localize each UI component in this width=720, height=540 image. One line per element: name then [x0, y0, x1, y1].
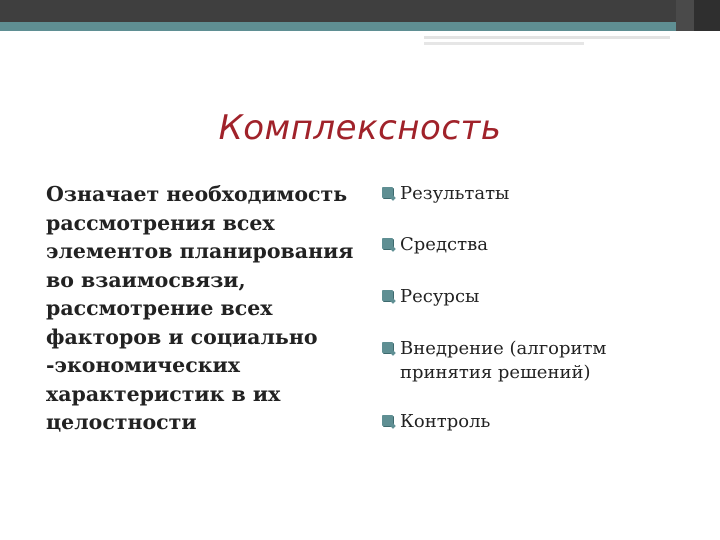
decorative-line	[424, 36, 670, 39]
list-item-label: Средства	[400, 234, 488, 255]
list-item	[382, 182, 509, 206]
header-corner-block	[676, 0, 694, 31]
list-item-label: Результаты	[400, 183, 510, 204]
header-band-dark	[0, 0, 720, 22]
slide-title: Комплексность	[218, 108, 502, 148]
square-bullet-icon	[382, 290, 393, 301]
decorative-line-short	[424, 42, 584, 45]
list-item	[382, 233, 488, 257]
square-bullet-icon	[382, 238, 393, 249]
list-item	[382, 410, 490, 434]
header-band-teal	[0, 22, 720, 31]
list-item-label: Контроль	[400, 411, 491, 432]
square-bullet-icon	[382, 187, 393, 198]
list-item	[382, 285, 479, 309]
list-item-label: Внедрение (алгоритм принятия решений)	[400, 338, 607, 383]
square-bullet-icon	[382, 342, 393, 353]
list-item	[382, 337, 640, 385]
list-item-label: Ресурсы	[400, 286, 480, 307]
definition-text: Означает необходимость рассмотрения всех элементов планирования во взаимосвязи, рассмотрение всех факторов и социально -экономических характеристик в их целостности	[46, 182, 354, 434]
header-corner-block-right	[694, 0, 720, 31]
square-bullet-icon	[382, 415, 393, 426]
